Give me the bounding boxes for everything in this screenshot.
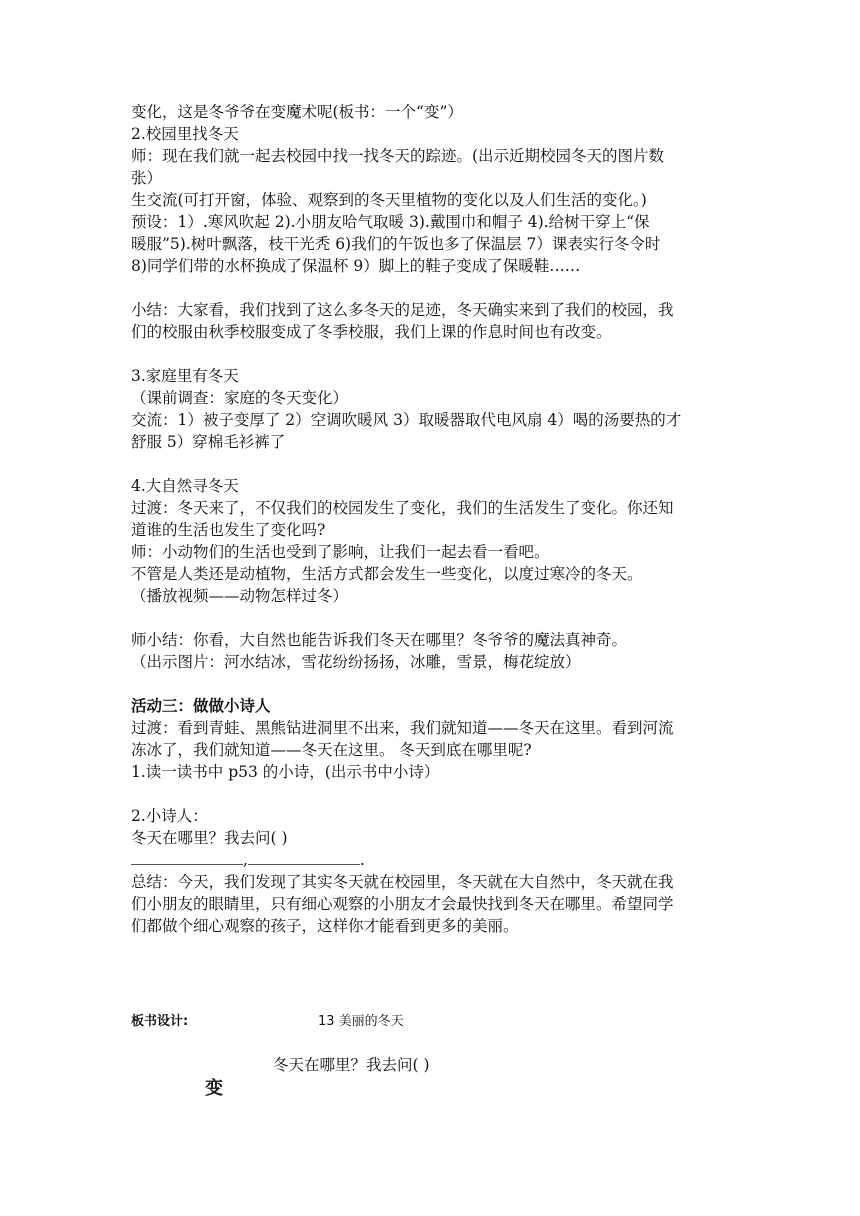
text-line: 过渡：看到青蛙、黑熊钻进洞里不出来，我们就知道——冬天在这里。看到河流 (131, 719, 674, 737)
text-line: 1.读一读书中 p53 的小诗，(出示书中小诗） (131, 763, 440, 781)
text-line: 们都做个细心观察的孩子，这样你才能看到更多的美丽。 (131, 917, 519, 935)
text-line: 暖服”5).树叶飘落，枝干光秃 6)我们的午饭也多了保温层 7）课表实行冬令时 (131, 235, 661, 253)
section-heading-home: 3.家庭里有冬天 (131, 367, 239, 385)
section-heading-poet: 2.小诗人： (131, 807, 208, 825)
text-line: 冻冰了，我们就知道——冬天在这里。 冬天到底在哪里呢? (131, 741, 532, 759)
text-line: 师：小动物们的生活也受到了影响，让我们一起去看一看吧。 (131, 543, 550, 561)
lesson-text (131, 101, 731, 937)
text-line: （出示图片：河水结冰，雪花纷纷扬扬，冰雕，雪景，梅花绽放） (131, 653, 581, 671)
text-line: （播放视频——动物怎样过冬） (131, 587, 349, 605)
text-line: （课前调查：家庭的冬天变化） (131, 389, 349, 407)
board-big-character: 变 (205, 1078, 223, 1099)
text-line: 小结：大家看，我们找到了这么多冬天的足迹，冬天确实来到了我们的校园，我 (131, 301, 674, 319)
text-line: 们的校服由秋季校服变成了冬季校服，我们上课的作息时间也有改变。 (131, 323, 612, 341)
text-line: 舒服 5）穿棉毛衫裤了 (131, 433, 286, 451)
text-line: 变化，这是冬爷爷在变魔术呢(板书：一个“变”） (131, 103, 463, 121)
text-line: 预设：1）.寒风吹起 2).小朋友哈气取暖 3).戴围巾和帽子 4).给树干穿上“保 (131, 213, 650, 231)
text-line: 总结：今天，我们发现了其实冬天就在校园里，冬天就在大自然中，冬天就在我 (131, 873, 674, 891)
board-design-title: 13 美丽的冬天 (318, 1014, 404, 1029)
text-line: 交流：1）被子变厚了 2）空调吹暖风 3）取暖器取代电风扇 4）喝的汤要热的才 (131, 411, 682, 429)
text-line: 冬天在哪里？我去问( ) (131, 829, 288, 847)
text-line: 8)同学们带的水杯换成了保温杯 9）脚上的鞋子变成了保暖鞋…… (131, 257, 581, 275)
fill-in-blanks: , . (131, 849, 731, 871)
section-heading-campus: 2.校园里找冬天 (131, 125, 239, 143)
text-line: 们小朋友的眼睛里，只有细心观察的小朋友才会最快找到冬天在哪里。希望同学 (131, 895, 674, 913)
activity-heading: 活动三：做做小诗人 (131, 697, 271, 715)
section-heading-nature: 4.大自然寻冬天 (131, 477, 239, 495)
board-design-label: 板书设计: (131, 1014, 189, 1029)
blank-line (248, 854, 360, 865)
blank-line (131, 854, 243, 865)
text-line: 生交流(可打开窗，体验、观察到的冬天里植物的变化以及人们生活的变化。) (131, 191, 647, 209)
text-line: 过渡：冬天来了，不仅我们的校园发生了变化，我们的生活发生了变化。你还知 (131, 499, 674, 517)
text-line: 张） (131, 169, 163, 187)
board-question: 冬天在哪里？我去问( ) (273, 1056, 430, 1074)
text-line: 不管是人类还是动植物，生活方式都会发生一些变化，以度过寒冷的冬天。 (131, 565, 643, 583)
text-line: 师：现在我们就一起去校园中找一找冬天的踪迹。(出示近期校园冬天的图片数 (131, 147, 665, 165)
text-line: 道谁的生活也发生了变化吗? (131, 521, 326, 539)
text-line: 师小结：你看，大自然也能告诉我们冬天在哪里？冬爷爷的魔法真神奇。 (131, 631, 628, 649)
